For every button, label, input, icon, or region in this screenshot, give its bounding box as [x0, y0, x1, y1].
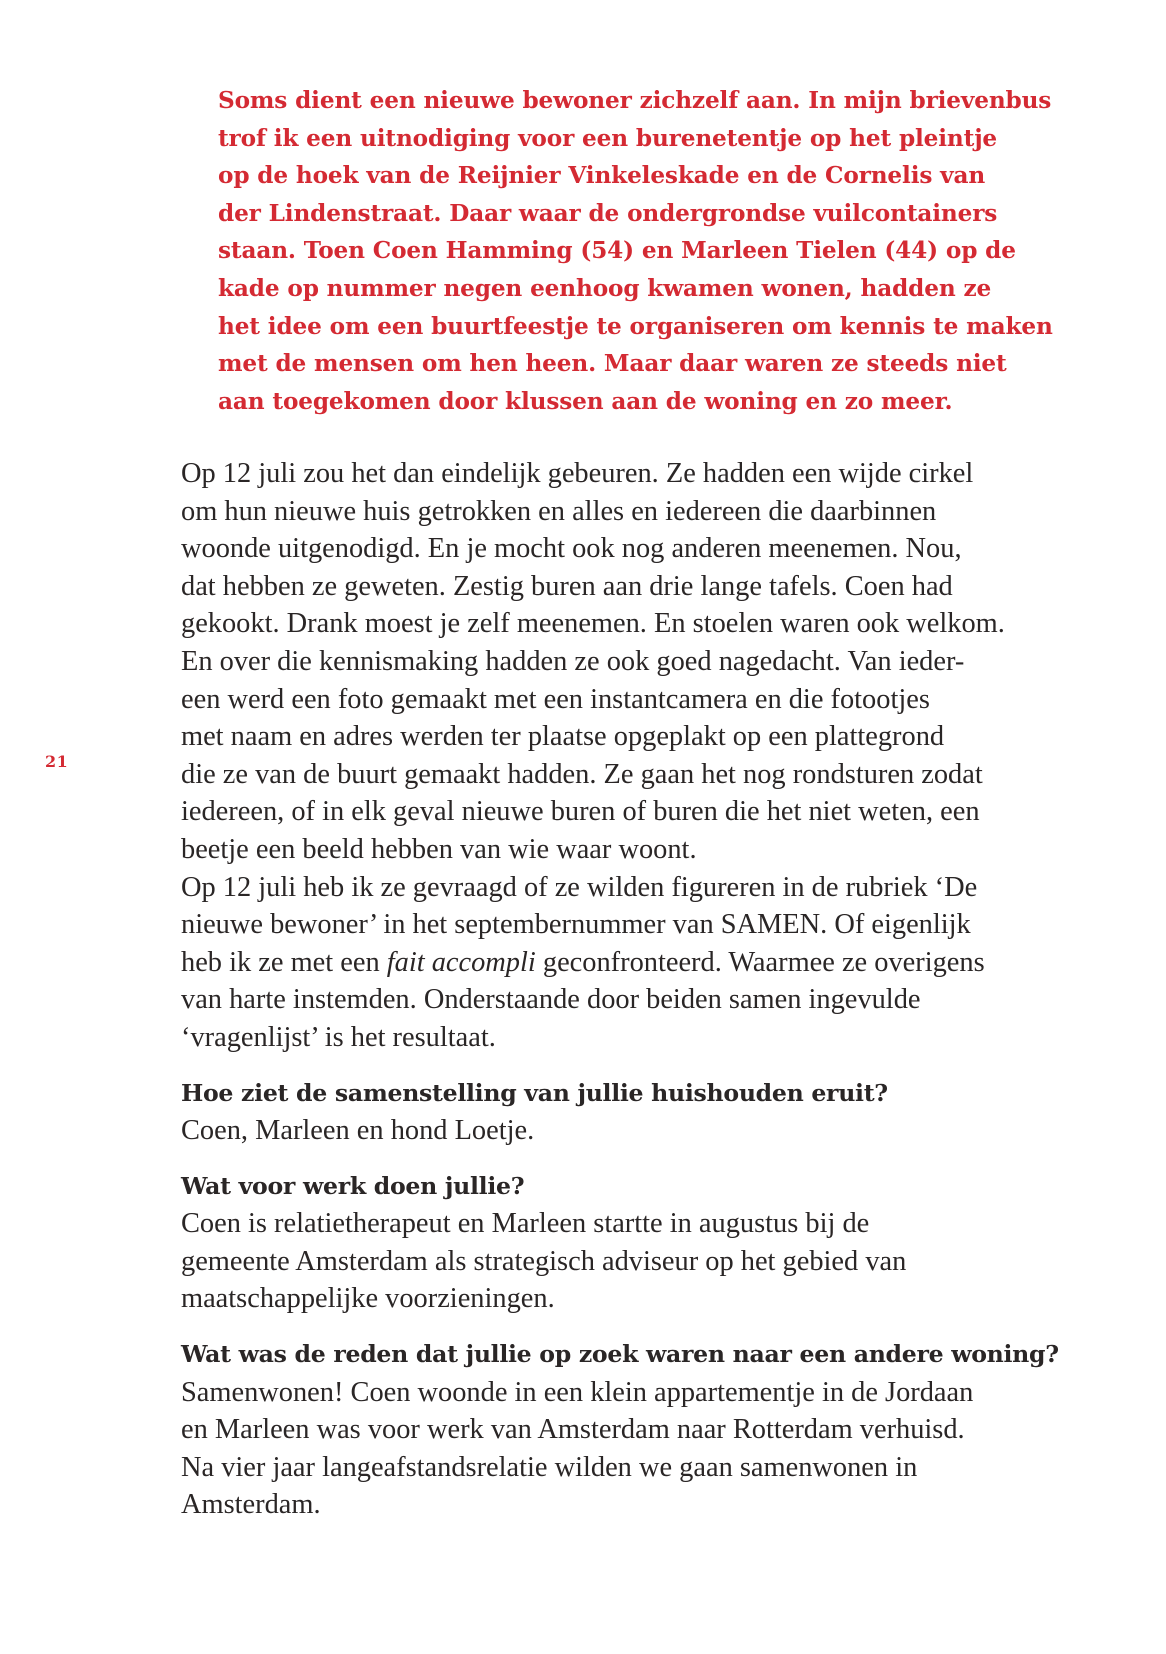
- intro-line: kade op nummer negen eenhoog kwamen wonen, hadden ze: [218, 274, 992, 302]
- italic-phrase: fait accompli: [386, 946, 536, 978]
- answer-line: gemeente Amsterdam als strategisch adviseur op het gebied van: [181, 1245, 907, 1277]
- body-line: gekookt. Drank moest je zelf meenemen. En stoelen waren ook welkom.: [181, 608, 1005, 640]
- intro-line: het idee om een buurtfeestje te organiseren om kennis te maken: [218, 312, 1053, 340]
- answer-line: Na vier jaar langeafstandsrelatie wilden we gaan samenwonen in: [181, 1451, 918, 1483]
- body-line: een werd een foto gemaakt met een instantcamera en die fotootjes: [181, 683, 930, 715]
- body-line: ‘vragenlijst’ is het resultaat.: [181, 1021, 496, 1053]
- answer-line: Amsterdam.: [181, 1489, 321, 1521]
- question-heading: Wat was de reden dat jullie op zoek waren naar een andere woning?: [181, 1340, 1059, 1369]
- body-line: nieuwe bewoner’ in het septembernummer van SAMEN. Of eigenlijk: [181, 909, 971, 941]
- body-line: dat hebben ze geweten. Zestig buren aan drie lange tafels. Coen had: [181, 570, 953, 602]
- answer-line: en Marleen was voor werk van Amsterdam naar Rotterdam verhuisd.: [181, 1414, 965, 1446]
- body-paragraph-1: [181, 455, 1061, 869]
- answer-text: [181, 1112, 1061, 1150]
- body-line: iedereen, of in elk geval nieuwe buren of buren die het niet weten, een: [181, 796, 980, 828]
- intro-line: Soms dient een nieuwe bewoner zichzelf aan. In mijn brievenbus: [218, 87, 1052, 114]
- answer-text: [181, 1205, 1061, 1318]
- body-line: beetje een beeld hebben van wie waar woont.: [181, 833, 697, 865]
- answer-line: Coen is relatietherapeut en Marleen startte in augustus bij de: [181, 1208, 870, 1240]
- page-number: 21: [45, 752, 69, 771]
- intro-line: der Lindenstraat. Daar waar de ondergrondse vuilcontainers: [218, 199, 998, 227]
- answer-line: Coen, Marleen en hond Loetje.: [181, 1115, 535, 1147]
- qa-item-reason: [181, 1336, 1061, 1524]
- qa-item-household: [181, 1075, 1061, 1150]
- intro-lead-paragraph: [218, 82, 1053, 420]
- intro-line: trof ik een uitnodiging voor een burenetentje op het pleintje: [218, 124, 998, 152]
- body-line: die ze van de buurt gemaakt hadden. Ze gaan het nog rondsturen zodat: [181, 758, 983, 790]
- body-line: van harte instemden. Onderstaande door beiden samen ingevulde: [181, 984, 921, 1016]
- intro-line: aan toegekomen door klussen aan de woning en zo meer.: [218, 387, 953, 415]
- question-heading: Wat voor werk doen jullie?: [181, 1171, 525, 1200]
- article-body: [181, 455, 1061, 1524]
- body-text: heb ik ze met een: [181, 946, 387, 978]
- body-paragraph-2: [181, 869, 1061, 1057]
- body-line: En over die kennismaking hadden ze ook goed nagedacht. Van ieder-: [181, 645, 965, 677]
- intro-line: staan. Toen Coen Hamming (54) en Marleen Tielen (44) op de: [218, 237, 1016, 265]
- body-line: met naam en adres werden ter plaatse opgeplakt op een plattegrond: [181, 721, 945, 753]
- qa-item-work: [181, 1168, 1061, 1318]
- body-line: woonde uitgenodigd. En je mocht ook nog anderen meenemen. Nou,: [181, 533, 962, 565]
- body-line: om hun nieuwe huis getrokken en alles en iedereen die daarbinnen: [181, 495, 937, 527]
- answer-line: Samenwonen! Coen woonde in een klein appartementje in de Jordaan: [181, 1376, 974, 1408]
- body-text: geconfronteerd. Waarmee ze overigens: [535, 946, 985, 978]
- intro-line: met de mensen om hen heen. Maar daar waren ze steeds niet: [218, 350, 1007, 378]
- answer-text: [181, 1374, 1061, 1524]
- body-line: Op 12 juli zou het dan eindelijk gebeuren. Ze hadden een wijde cirkel: [181, 458, 974, 489]
- body-line: [181, 944, 1061, 982]
- question-heading: Hoe ziet de samenstelling van jullie huishouden eruit?: [181, 1078, 888, 1107]
- answer-line: maatschappelijke voorzieningen.: [181, 1283, 555, 1315]
- intro-line: op de hoek van de Reijnier Vinkeleskade en de Cornelis van: [218, 162, 986, 190]
- body-line: Op 12 juli heb ik ze gevraagd of ze wilden figureren in de rubriek ‘De: [181, 871, 978, 903]
